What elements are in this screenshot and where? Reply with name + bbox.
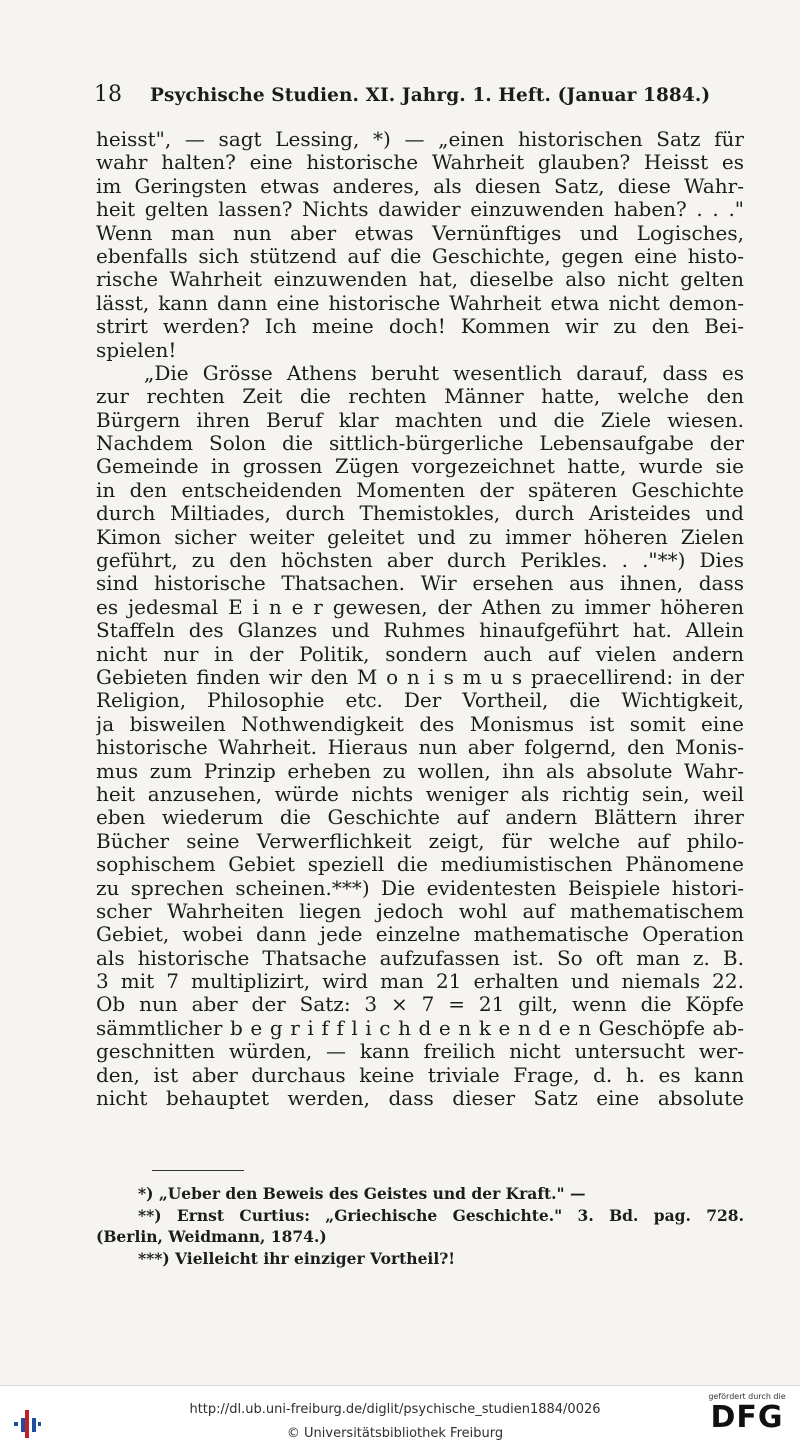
text-line: geführt, zu den höchsten aber durch Perikles. . ."**) Dies (96, 549, 744, 573)
text-line: Kimon sicher weiter geleitet und zu immer höheren Zielen (96, 525, 744, 549)
text-line: Staffeln des Glanzes und Ruhmes hinaufgeführt hat. Allein (96, 619, 744, 643)
text-line: historische Wahrheit. Hieraus nun aber folgernd, den Monis- (96, 736, 744, 760)
text-line: Ob nun aber der Satz: 3 × 7 = 21 gilt, wenn die Köpfe (96, 993, 744, 1017)
text-line: Gebiet, wobei dann jede einzelne mathematische Operation (96, 923, 744, 947)
text-line: Gebieten finden wir den M o n i s m u s praecellirend: in der (96, 665, 744, 689)
viewer-footer (0, 1385, 800, 1452)
text-line: Bürgern ihren Beruf klar machten und die Ziele wiesen. (96, 408, 744, 432)
text-line: strirt werden? Ich meine doch! Kommen wir zu den Bei- (96, 315, 744, 339)
dfg-logo-text: DFG (710, 1400, 784, 1435)
text-line: mus zum Prinzip erheben zu wollen, ihn als absolute Wahr- (96, 759, 744, 783)
footnote: **) Ernst Curtius: „Griechische Geschichte." 3. Bd. pag. 728. (138, 1205, 744, 1225)
footnote-divider (152, 1170, 244, 1171)
footnotes (96, 1183, 744, 1269)
text-line: in den entscheidenden Momenten der späteren Geschichte (96, 478, 744, 502)
text-line: wahr halten? eine historische Wahrheit glauben? Heisst es (96, 151, 744, 175)
page-number: 18 (94, 82, 122, 107)
text-line: Bücher seine Verwerflichkeit zeigt, für welche auf philo- (96, 829, 744, 853)
text-line: Nachdem Solon die sittlich-bürgerliche Lebensaufgabe der (96, 432, 744, 456)
permalink-url[interactable]: http://dl.ub.uni-freiburg.de/diglit/psychische_studien1884/0026 (189, 1402, 601, 1417)
text-line: nicht behauptet werden, dass dieser Satz eine absolute (96, 1087, 744, 1111)
text-line: „Die Grösse Athens beruht wesentlich darauf, dass es (144, 361, 744, 385)
body-text (96, 128, 744, 1110)
footnote: *) „Ueber den Beweis des Geistes und der Kraft." — (138, 1184, 586, 1203)
text-line: im Geringsten etwas anderes, als diesen Satz, diese Wahr- (96, 174, 744, 198)
text-line: Religion, Philosophie etc. Der Vortheil, die Wichtigkeit, (96, 689, 744, 713)
text-line: sämmtlicher b e g r i f f l i c h d e n k e n d e n Geschöpfe ab- (96, 1016, 744, 1040)
text-line: Wenn man nun aber etwas Vernünftiges und Logisches, (96, 221, 744, 245)
footnote: ***) Vielleicht ihr einziger Vortheil?! (138, 1248, 456, 1268)
text-line: den, ist aber durchaus keine triviale Frage, d. h. es kann (96, 1063, 744, 1087)
text-line: heisst", — sagt Lessing, *) — „einen historischen Satz für (96, 128, 744, 151)
text-line: eben wiederum die Geschichte auf andern Blättern ihrer (96, 806, 744, 830)
text-line: spielen! (96, 338, 177, 362)
text-line: ebenfalls sich stützend auf die Geschichte, gegen eine histo- (96, 244, 744, 268)
text-line: scher Wahrheiten liegen jedoch wohl auf mathematischem (96, 899, 744, 923)
copyright-notice: © Universitätsbibliothek Freiburg (286, 1426, 504, 1441)
text-line: zur rechten Zeit die rechten Männer hatte, welche den (96, 385, 744, 409)
text-line: heit anzusehen, würde nichts weniger als richtig sein, weil (96, 782, 744, 806)
dfg-funding-label: gefördert durch die (708, 1392, 786, 1401)
footnote: (Berlin, Weidmann, 1874.) (96, 1227, 327, 1246)
page-header (94, 82, 744, 112)
dfg-logo (704, 1392, 790, 1446)
text-line: sind historische Thatsachen. Wir ersehen aus ihnen, dass (96, 572, 744, 596)
text-line: 3 mit 7 multiplizirt, wird man 21 erhalten und niemals 22. (96, 970, 744, 994)
text-line: sophischem Gebiet speziell die mediumistischen Phänomene (96, 853, 744, 877)
text-line: zu sprechen scheinen.***) Die evidentesten Beispiele histori- (96, 876, 744, 900)
running-title: Psychische Studien. XI. Jahrg. 1. Heft. (Januar 1884.) (150, 85, 711, 106)
text-line: Gemeinde in grossen Zügen vorgezeichnet hatte, wurde sie (96, 455, 744, 479)
text-line: heit gelten lassen? Nichts dawider einzuwenden haben? . . ." (96, 198, 744, 222)
text-line: geschnitten würden, — kann freilich nicht untersucht wer- (96, 1040, 744, 1064)
text-line: ja bisweilen Nothwendigkeit des Monismus ist somit eine (96, 712, 744, 736)
text-line: rische Wahrheit einzuwenden hat, dieselbe also nicht gelten (96, 268, 744, 292)
text-line: lässt, kann dann eine historische Wahrheit etwa nicht demon- (96, 291, 744, 315)
text-line: als historische Thatsache aufzufassen ist. So oft man z. B. (96, 946, 744, 970)
text-line: nicht nur in der Politik, sondern auch auf vielen andern (96, 642, 744, 666)
text-line: es jedesmal E i n e r gewesen, der Athen zu immer höheren (96, 595, 744, 619)
text-line: durch Miltiades, durch Themistokles, durch Aristeides und (96, 502, 744, 526)
